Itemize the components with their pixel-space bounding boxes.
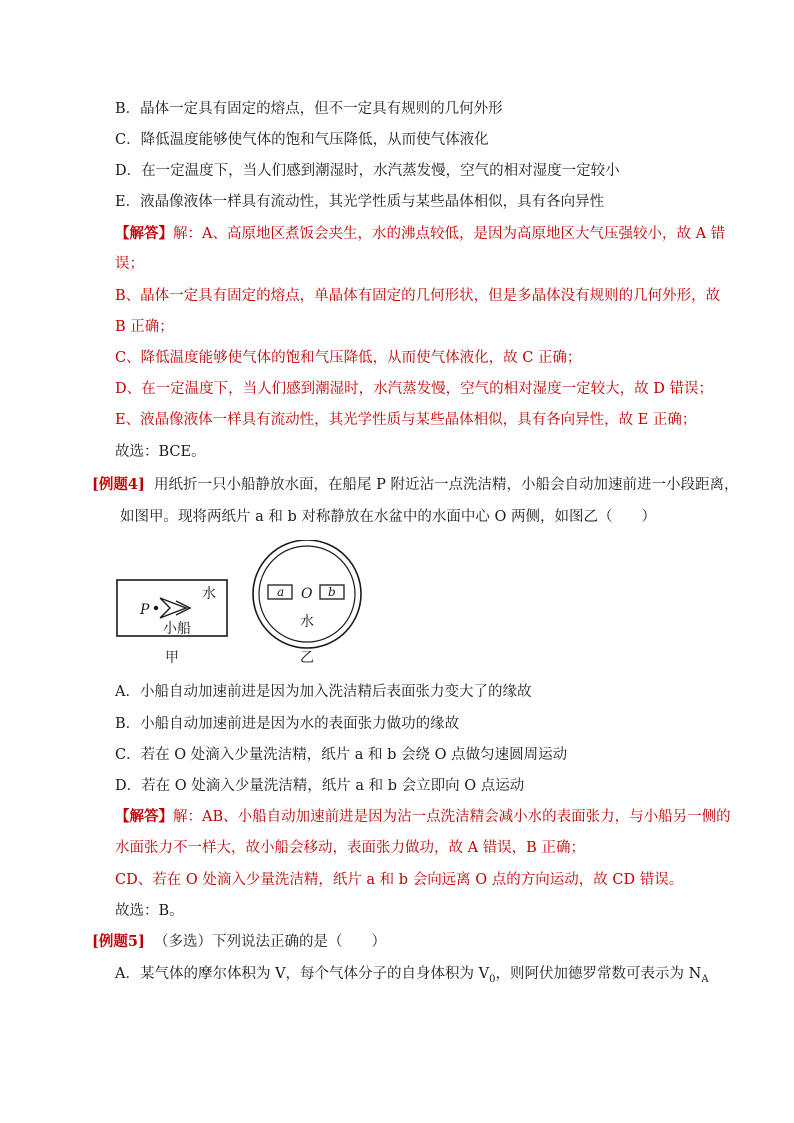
fig-jia-point-label: P: [140, 602, 150, 618]
q3-answer-line2: 误；: [115, 256, 144, 272]
q4-answer-text1: 解：AB、小船自动加速前进是因为沾一点洗洁精会减小水的表面张力，与小船另一侧的: [173, 809, 731, 825]
q5-option-a-main: A．某气体的摩尔体积为 V，每个气体分子的自身体积为 V: [115, 966, 490, 982]
q4-stem-line1: [92, 475, 739, 495]
q5-option-a-mid: ，则阿伏加德罗常数可表示为 N: [495, 966, 702, 982]
figure-yi: [253, 540, 361, 666]
q3-option-e: E．液晶像液体一样具有流动性，其光学性质与某些晶体相似，具有各向异性: [115, 194, 605, 210]
q4-label: [例题4]: [92, 476, 145, 493]
q4-answer-choice: 故选：B。: [115, 903, 184, 919]
q3-answer-line3: B、晶体一定具有固定的熔点，单晶体有固定的几何形状，但是多晶体没有规则的几何外形，故: [115, 288, 721, 304]
q4-option-d: D．若在 O 处滴入少量洗洁精，纸片 a 和 b 会立即向 O 点运动: [115, 778, 525, 794]
q4-stem-text1: 用纸折一只小船静放水面，在船尾 P 附近沾一点洗洁精，小船会自动加速前进一小段距离，: [154, 477, 739, 493]
q5-option-a-sub0: 0: [489, 973, 496, 985]
q3-option-c: C．降低温度能够使气体的饱和气压降低，从而使气体液化: [115, 132, 489, 148]
answer-tag: 【解答】: [115, 225, 173, 242]
q5-stem-text: （多选）下列说法正确的是（ ）: [154, 934, 387, 950]
q3-answer-line5: C、降低温度能够使气体的饱和气压降低，从而使气体液化，故 C 正确；: [115, 350, 582, 366]
q4-option-a: A．小船自动加速前进是因为加入洗洁精后表面张力变大了的缘故: [115, 684, 532, 700]
q4-answer-line1: [115, 807, 731, 827]
answer-tag: 【解答】: [115, 808, 173, 825]
fig-jia-water-label: 水: [202, 586, 216, 602]
boat-shape: [160, 598, 186, 618]
q4-stem-line2: 如图甲。现将两纸片 a 和 b 对称静放在水盆中的水面中心 O 两侧，如图乙（ ）: [120, 509, 656, 525]
q5-option-a-suba: A: [701, 973, 709, 985]
q4-figures: [0, 540, 794, 700]
q3-answer-choice: 故选：BCE。: [115, 444, 206, 460]
fig-jia-caption: 甲: [165, 650, 179, 666]
q3-answer-line4: B 正确；: [115, 319, 174, 335]
q4-answer-line3: CD、若在 O 处滴入少量洗洁精，纸片 a 和 b 会向远离 O 点的方向运动，故 CD 错误。: [115, 872, 684, 888]
q4-answer-line2: 水面张力不一样大，故小船会移动，表面张力做功，故 A 错误，B 正确；: [115, 840, 585, 856]
q3-answer-line7: E、液晶像液体一样具有流动性，其光学性质与某些晶体相似，具有各向异性，故 E 正确；: [115, 412, 697, 428]
paper-a-label: a: [277, 585, 285, 599]
q3-answer-line6: D、在一定温度下，当人们感到潮湿时，水汽蒸发慢，空气的相对湿度一定较大，故 D 错误；: [115, 381, 713, 397]
fig-yi-water-label: 水: [300, 614, 314, 630]
q3-option-d: D．在一定温度下，当人们感到潮湿时，水汽蒸发慢，空气的相对湿度一定较小: [115, 163, 620, 179]
q3-answer-text1: 解：A、高原地区煮饭会夹生，水的沸点较低，是因为高原地区大气压强较小，故 A 错: [173, 226, 726, 242]
fig-jia-boat-label: 小船: [163, 621, 191, 637]
q4-option-c: C．若在 O 处滴入少量洗洁精，纸片 a 和 b 会绕 O 点做匀速圆周运动: [115, 747, 568, 763]
point-p-dot: [154, 606, 158, 610]
q5-stem-line: [92, 932, 386, 952]
q4-option-b: B．小船自动加速前进是因为水的表面张力做功的缘故: [115, 716, 460, 732]
q5-option-a: [115, 964, 709, 990]
figure-jia: [117, 580, 227, 666]
q3-answer-line1: [115, 224, 725, 244]
q3-option-b: B．晶体一定具有固定的熔点，但不一定具有规则的几何外形: [115, 101, 503, 117]
paper-b-label: b: [328, 585, 336, 599]
fig-yi-caption: 乙: [300, 650, 314, 666]
q5-label: [例题5]: [92, 933, 145, 950]
center-o-label: O: [301, 586, 313, 602]
